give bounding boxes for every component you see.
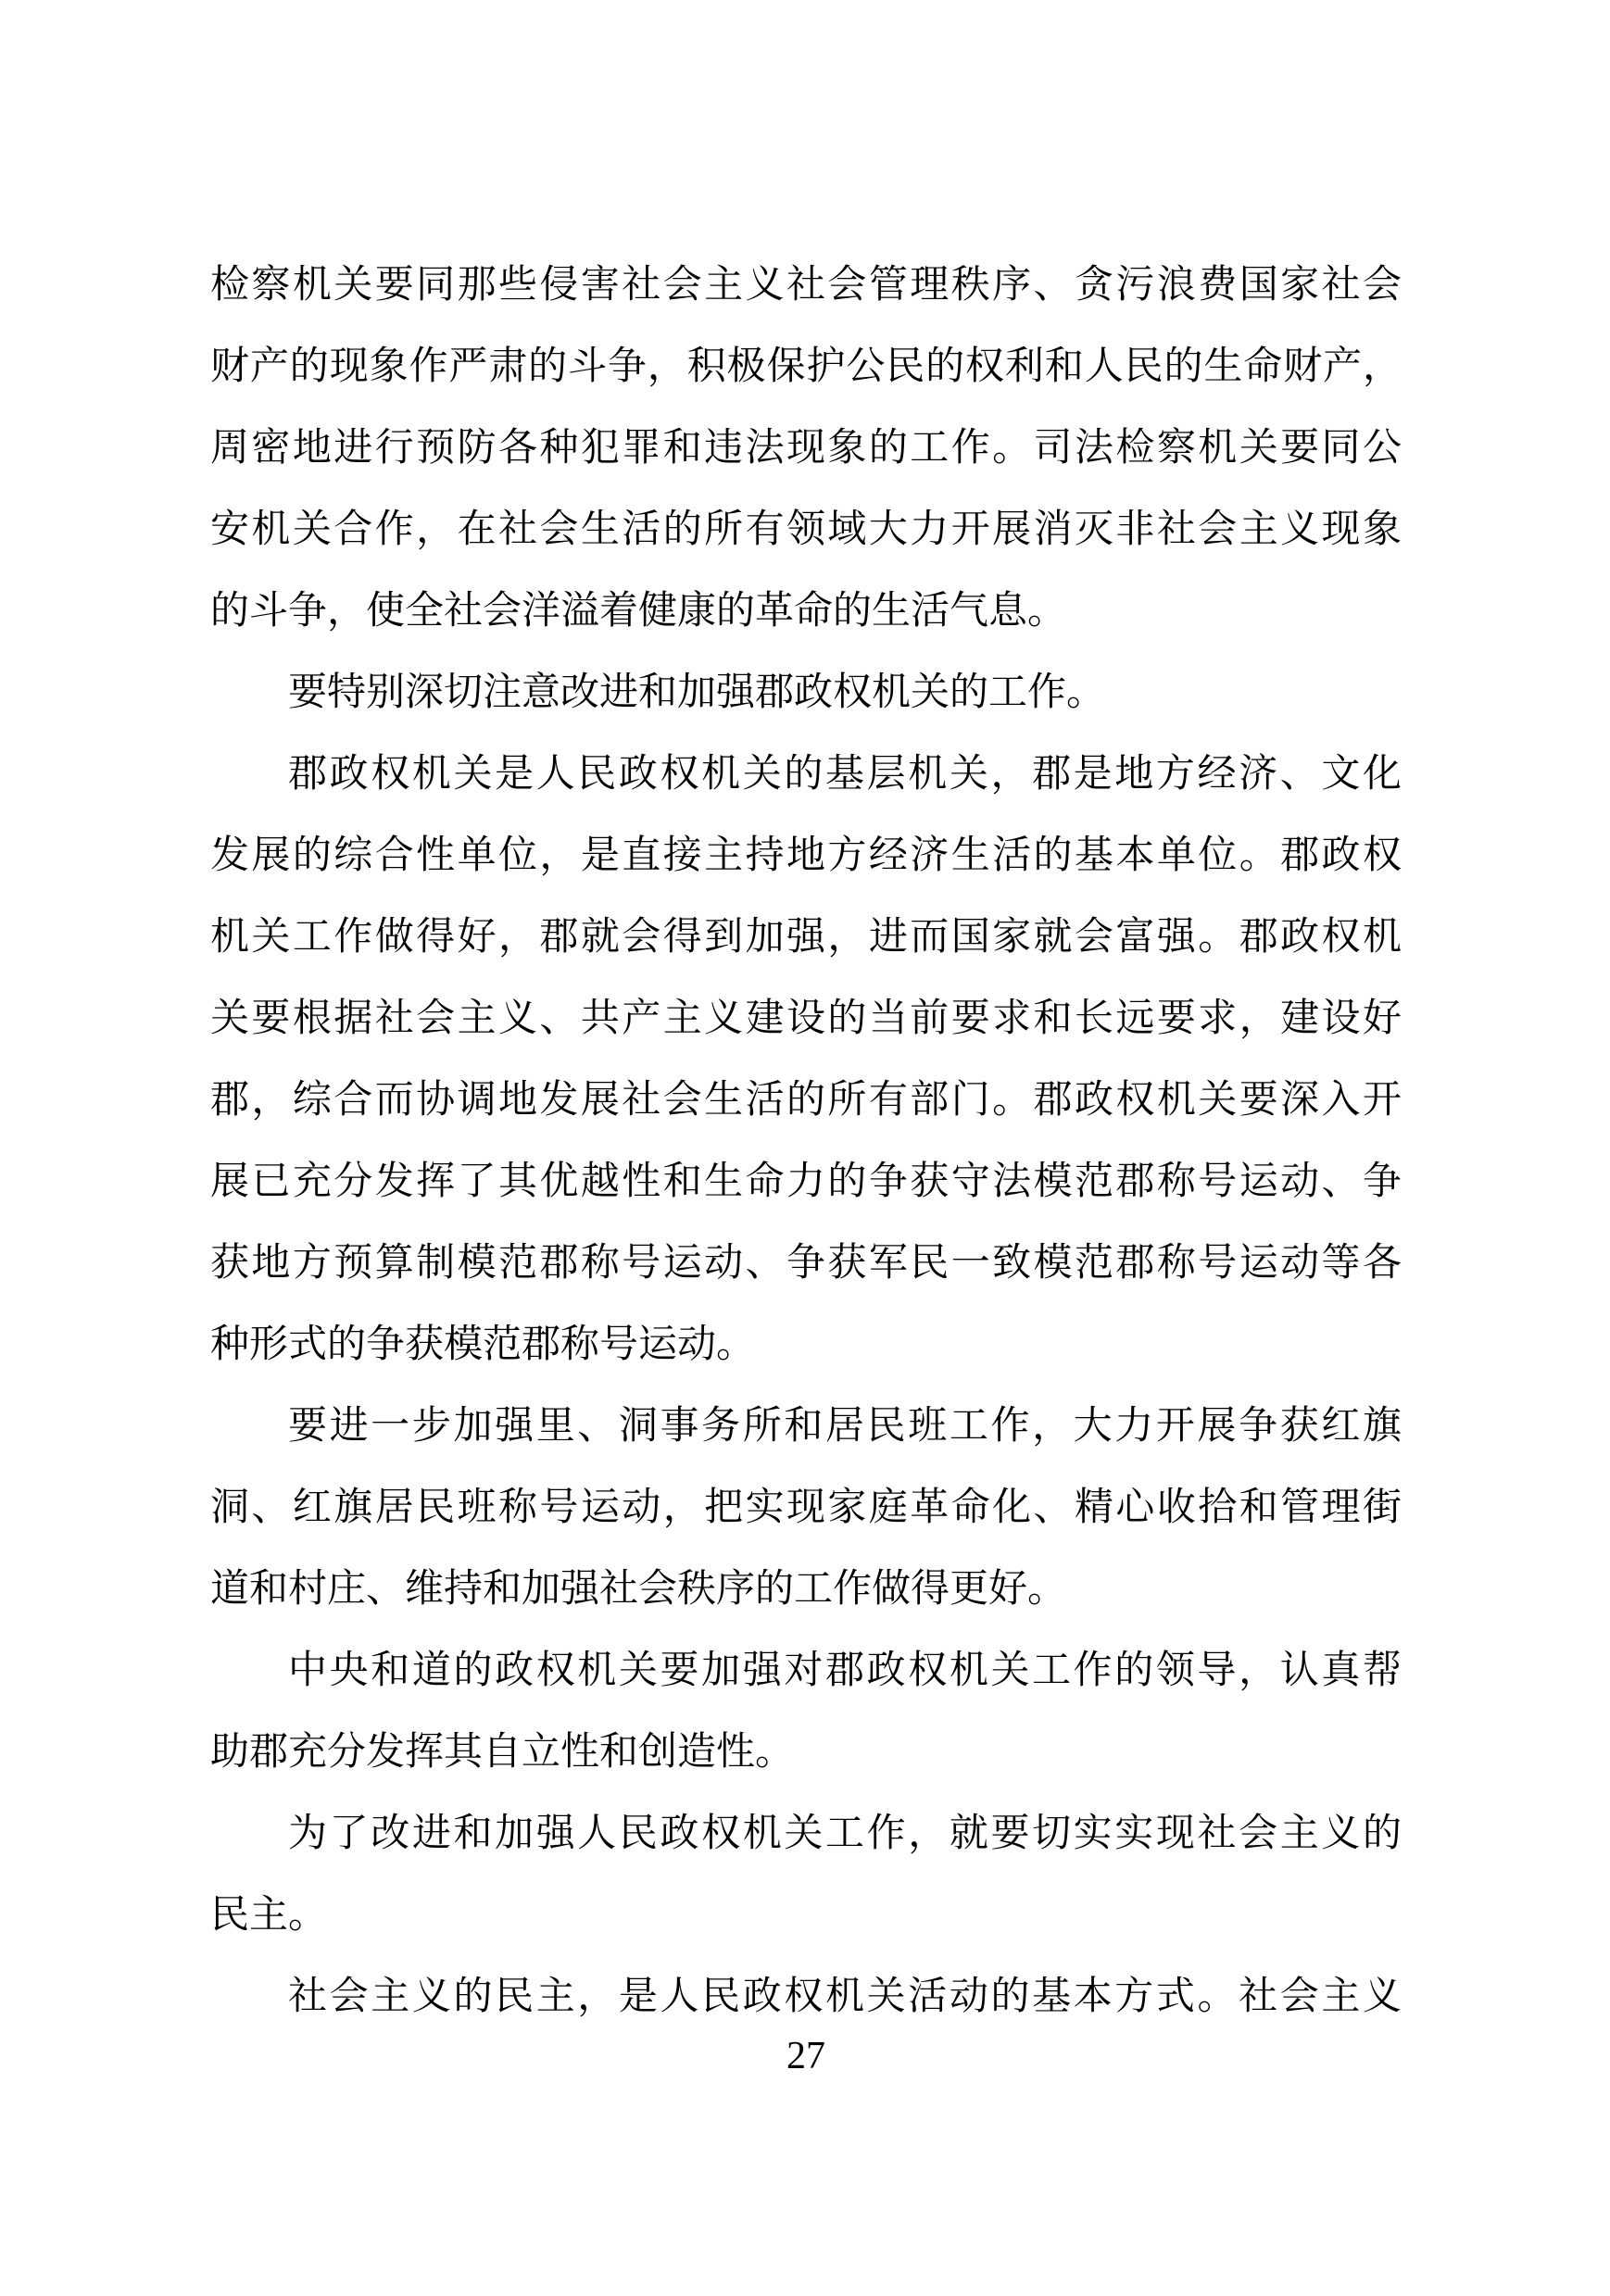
- page-number: 27: [786, 2035, 825, 2077]
- paragraph: [210, 734, 1402, 1386]
- paragraph: [210, 652, 1402, 734]
- text-line: 要特别深切注意改进和加强郡政权机关的工作。: [288, 671, 1106, 714]
- paragraph: [210, 1956, 1402, 2038]
- text-line: 安机关合作，在社会生活的所有领域大力开展消灭非社会主义现象: [210, 508, 1402, 551]
- paragraph: [210, 1630, 1402, 1793]
- text-line: 检察机关要同那些侵害社会主义社会管理秩序、贪污浪费国家社会: [210, 264, 1402, 307]
- text-line: 郡，综合而协调地发展社会生活的所有部门。郡政权机关要深入开: [210, 1079, 1402, 1122]
- text-line: 种形式的争获模范郡称号运动。: [210, 1324, 756, 1366]
- text-line: 发展的综合性单位，是直接主持地方经济生活的基本单位。郡政权: [210, 834, 1402, 877]
- text-line: 道和村庄、维持和加强社会秩序的工作做得更好。: [210, 1568, 1067, 1611]
- text-line: 周密地进行预防各种犯罪和违法现象的工作。司法检察机关要同公: [210, 427, 1402, 470]
- text-block: [210, 245, 1402, 2038]
- text-line: 机关工作做得好，郡就会得到加强，进而国家就会富强。郡政权机: [210, 916, 1402, 959]
- text-line: 的斗争，使全社会洋溢着健康的革命的生活气息。: [210, 590, 1067, 633]
- text-line: 获地方预算制模范郡称号运动、争获军民一致模范郡称号运动等各: [210, 1242, 1402, 1285]
- text-line: 郡政权机关是人民政权机关的基层机关，郡是地方经济、文化: [288, 753, 1402, 796]
- paragraph: [210, 1793, 1402, 1956]
- paragraph: [210, 245, 1402, 652]
- text-line: 中央和道的政权机关要加强对郡政权机关工作的领导，认真帮: [288, 1650, 1402, 1692]
- text-line: 社会主义的民主，是人民政权机关活动的基本方式。社会主义: [288, 1976, 1402, 2018]
- text-line: 助郡充分发挥其自立性和创造性。: [210, 1731, 795, 1774]
- text-line: 关要根据社会主义、共产主义建设的当前要求和长远要求，建设好: [210, 997, 1402, 1040]
- text-line: 展已充分发挥了其优越性和生命力的争获守法模范郡称号运动、争: [210, 1161, 1402, 1203]
- text-line: 洞、红旗居民班称号运动，把实现家庭革命化、精心收拾和管理街: [210, 1487, 1402, 1529]
- text-line: 民主。: [210, 1894, 328, 1937]
- paragraph: [210, 1386, 1402, 1630]
- text-line: 财产的现象作严肃的斗争，积极保护公民的权利和人民的生命财产，: [210, 345, 1402, 388]
- text-line: 要进一步加强里、洞事务所和居民班工作，大力开展争获红旗: [288, 1405, 1402, 1448]
- text-line: 为了改进和加强人民政权机关工作，就要切实实现社会主义的: [288, 1813, 1402, 1855]
